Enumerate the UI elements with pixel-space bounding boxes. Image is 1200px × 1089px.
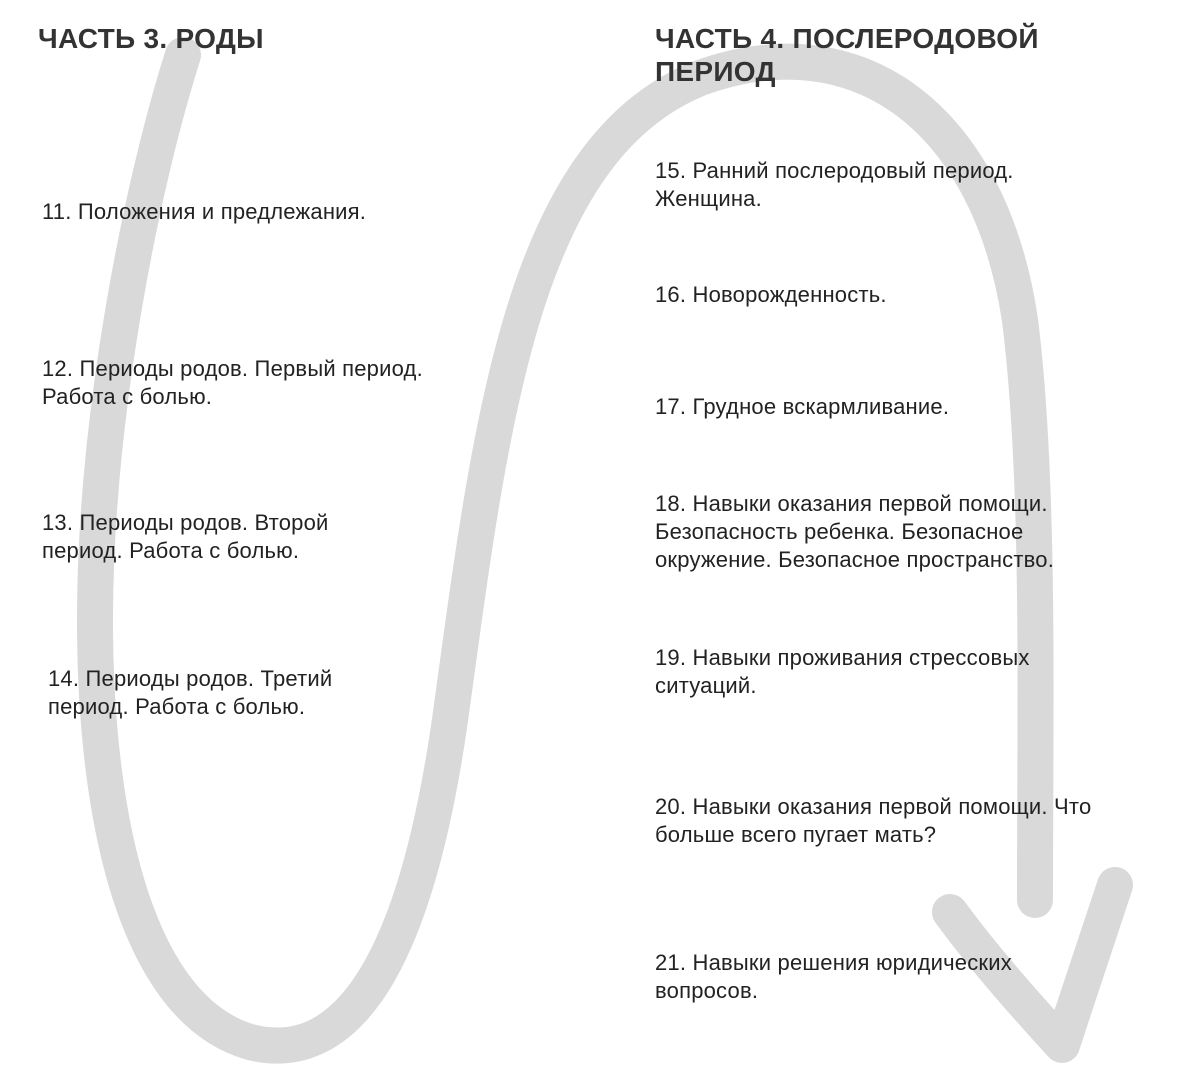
list-item-17: 17. Грудное вскармливание. [655,394,950,419]
list-item-12: 12. Периоды родов. Первый период. Работа с болью. [42,356,423,409]
list-item-19: 19. Навыки проживания стрессовых ситуаций. [655,645,1030,698]
list-item-15: 15. Ранний послеродовый период. Женщина. [655,158,1014,211]
list-item-18: 18. Навыки оказания первой помощи. Безопасность ребенка. Безопасное окружение. Безопасное пространство. [655,491,1055,572]
list-item-21: 21. Навыки решения юридических вопросов. [655,950,1012,1003]
part-4-heading: ЧАСТЬ 4. ПОСЛЕРОДОВОЙ ПЕРИОД [655,23,1039,87]
list-item-11: 11. Положения и предлежания. [42,199,367,224]
list-item-14: 14. Периоды родов. Третий период. Работа с болью. [48,666,333,719]
list-item-13: 13. Периоды родов. Второй период. Работа с болью. [42,510,329,563]
list-item-16: 16. Новорожденность. [655,282,887,307]
list-item-20: 20. Навыки оказания первой помощи. Что больше всего пугает мать? [655,794,1092,847]
part-3-heading: ЧАСТЬ 3. РОДЫ [38,23,264,54]
